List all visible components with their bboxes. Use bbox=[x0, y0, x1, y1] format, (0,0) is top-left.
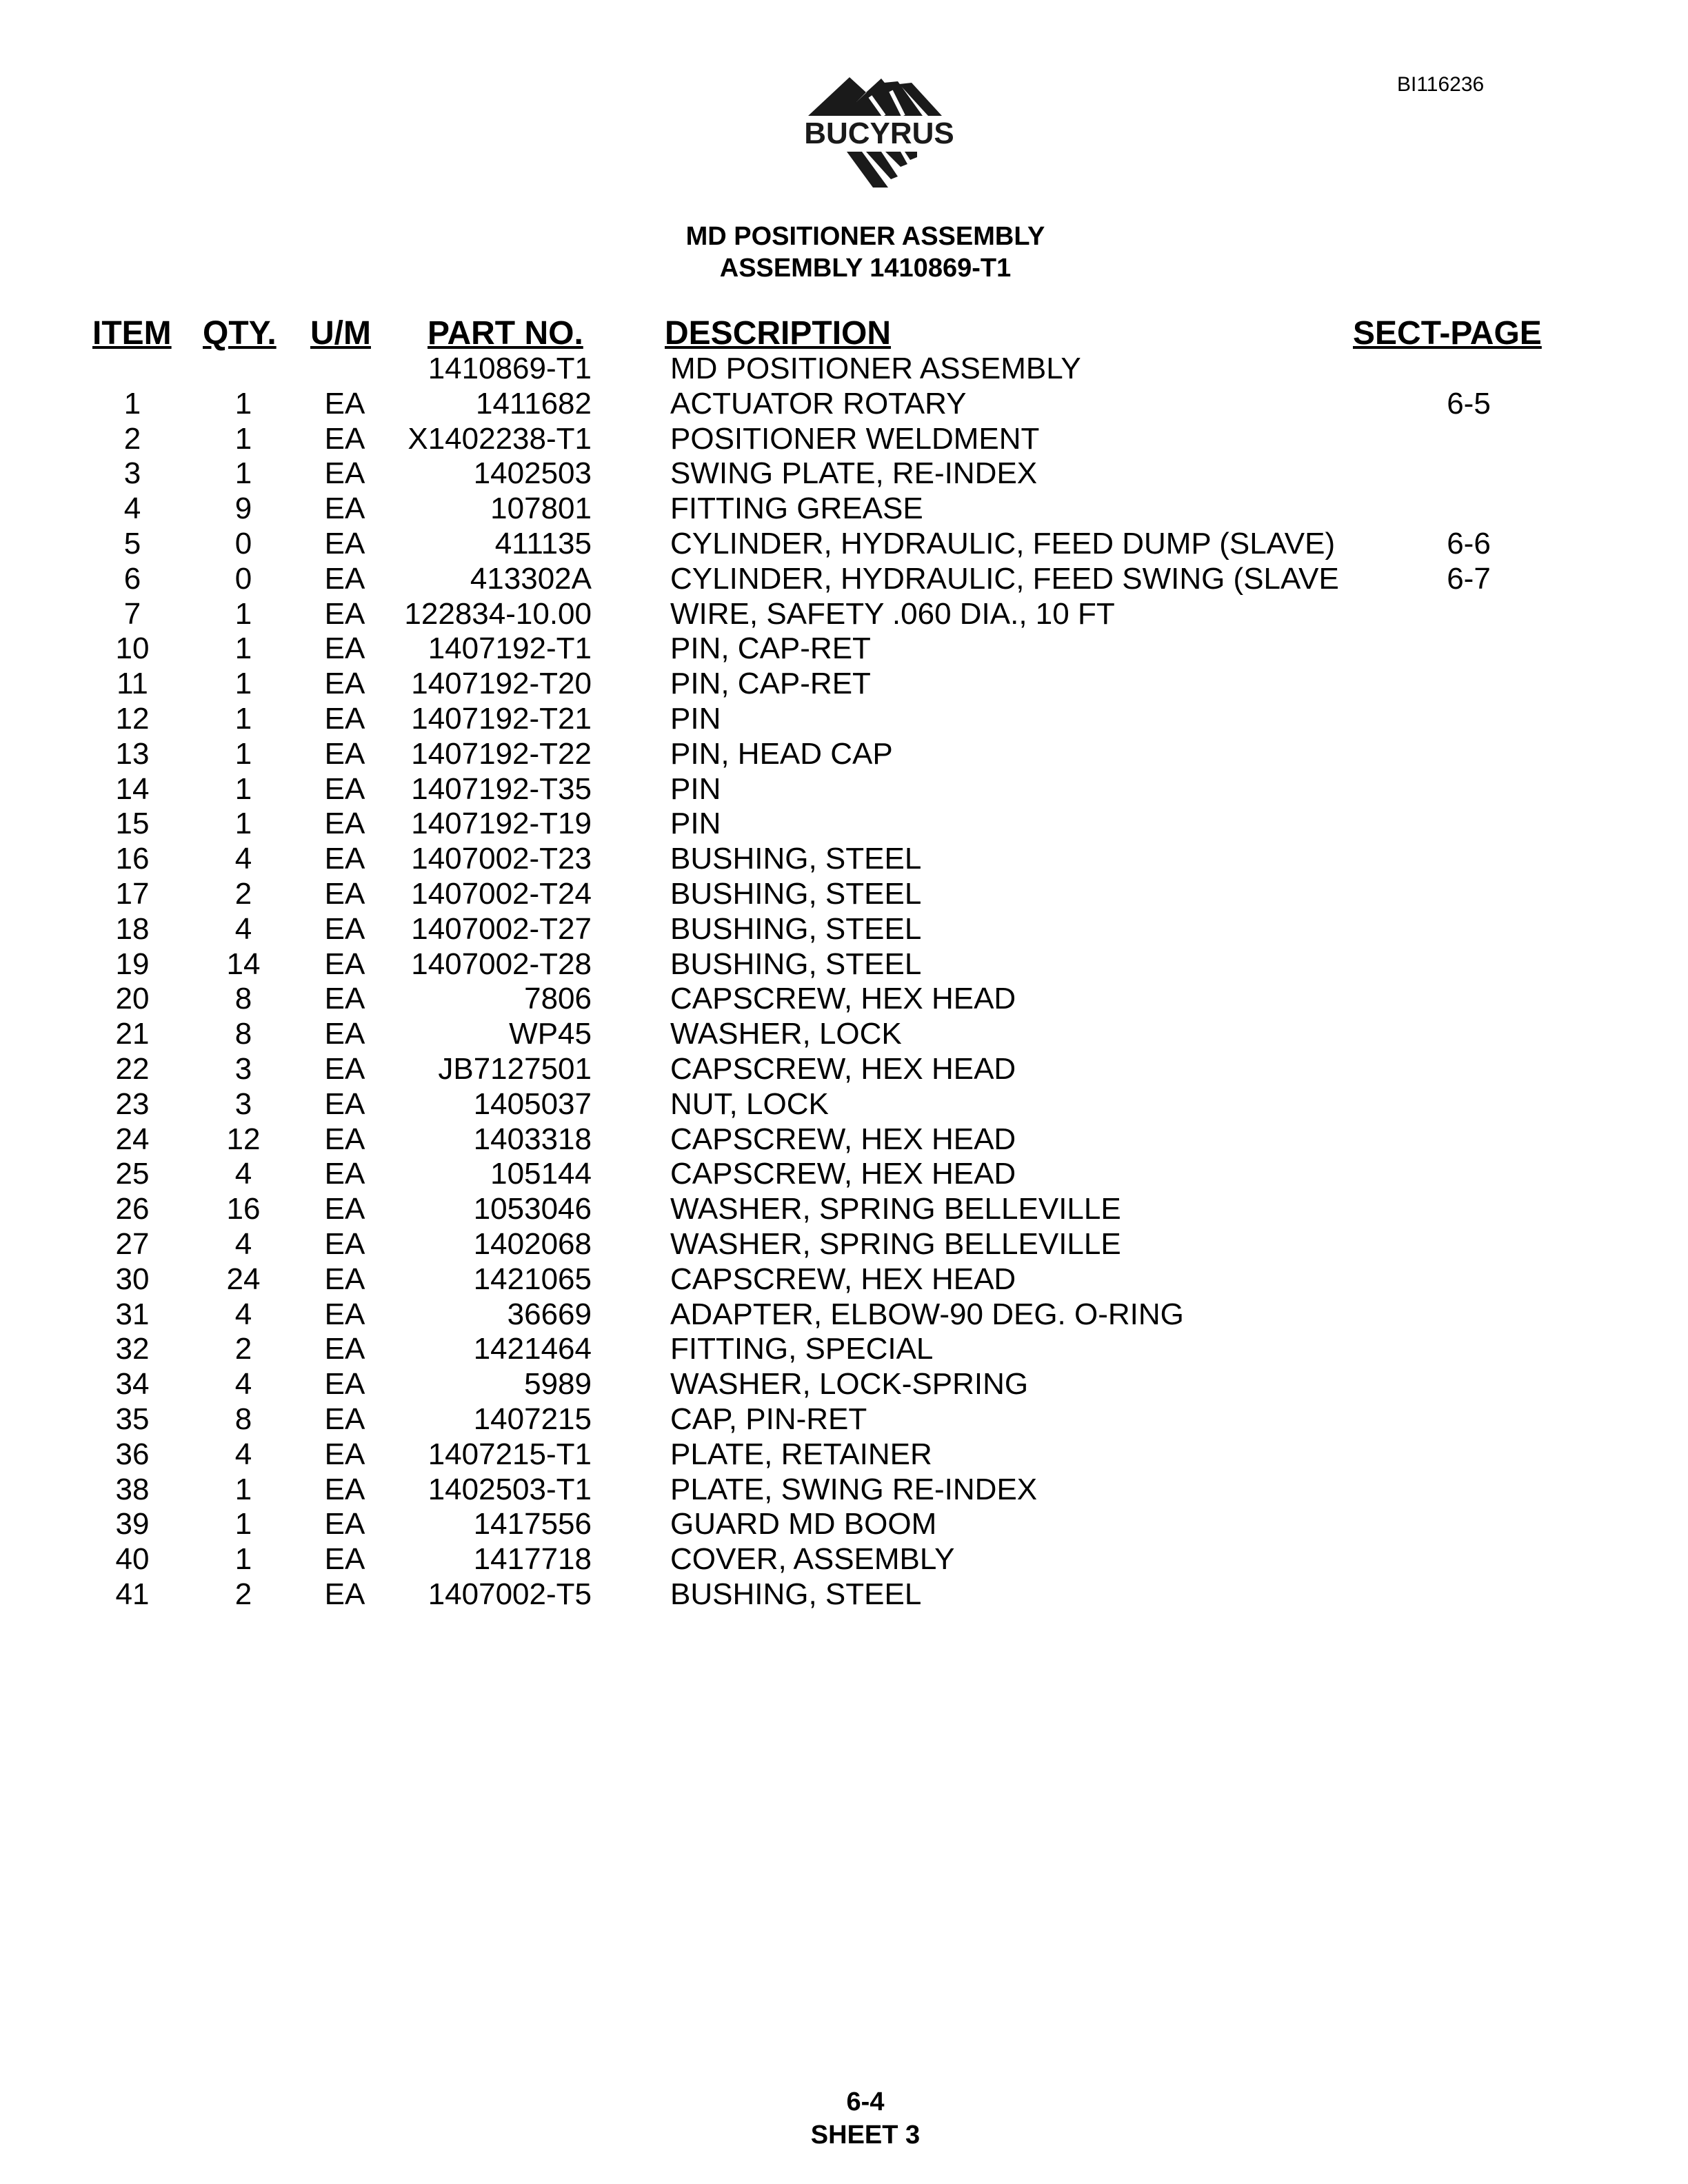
um-cell: EA bbox=[324, 1086, 365, 1121]
table-row bbox=[0, 597, 1688, 632]
part-no-cell: 1411682 bbox=[475, 386, 592, 421]
table-row bbox=[0, 1577, 1688, 1612]
part-no-cell: 1402503-T1 bbox=[428, 1472, 592, 1506]
item-cell: 7 bbox=[123, 596, 141, 631]
table-row bbox=[0, 1542, 1688, 1577]
description-cell: BUSHING, STEEL bbox=[670, 947, 922, 981]
table-row bbox=[0, 562, 1688, 597]
part-no-cell: 107801 bbox=[490, 492, 592, 526]
um-cell: EA bbox=[324, 1226, 365, 1261]
description-cell: CAPSCREW, HEX HEAD bbox=[670, 1262, 1016, 1296]
part-no-cell: 1407215 bbox=[473, 1402, 592, 1436]
part-no-cell: 1421065 bbox=[473, 1262, 592, 1296]
header-part-no: PART NO. bbox=[428, 315, 583, 352]
item-cell: 23 bbox=[115, 1086, 150, 1121]
item-cell: 14 bbox=[115, 771, 150, 806]
description-cell: MD POSITIONER ASSEMBLY bbox=[670, 352, 1081, 385]
um-cell: EA bbox=[324, 1402, 365, 1436]
part-no-cell: 1407192-T20 bbox=[411, 667, 592, 701]
part-no-cell: 1417556 bbox=[473, 1507, 592, 1541]
part-no-cell: 1407002-T23 bbox=[411, 842, 592, 876]
table-row bbox=[0, 1017, 1688, 1052]
qty-cell: 4 bbox=[234, 1367, 252, 1402]
item-cell: 6 bbox=[123, 561, 141, 596]
item-cell: 22 bbox=[115, 1051, 150, 1086]
description-cell: NUT, LOCK bbox=[670, 1086, 829, 1121]
header-qty: QTY. bbox=[203, 315, 277, 352]
um-cell: EA bbox=[324, 1542, 365, 1577]
table-row bbox=[0, 631, 1688, 667]
bucyrus-logo-icon bbox=[781, 76, 978, 193]
qty-cell: 12 bbox=[226, 1122, 261, 1156]
item-cell: 16 bbox=[115, 842, 150, 876]
um-cell: EA bbox=[324, 1017, 365, 1051]
description-cell: CYLINDER, HYDRAULIC, FEED SWING (SLAVE bbox=[670, 561, 1339, 596]
item-cell: 40 bbox=[115, 1542, 150, 1577]
qty-cell: 1 bbox=[234, 736, 252, 771]
part-no-cell: 1407192-T21 bbox=[411, 701, 592, 736]
qty-cell: 2 bbox=[234, 876, 252, 911]
um-cell: EA bbox=[324, 876, 365, 911]
description-cell: BUSHING, STEEL bbox=[670, 1577, 922, 1611]
um-cell: EA bbox=[324, 526, 365, 560]
item-cell: 12 bbox=[115, 701, 150, 736]
table-row bbox=[0, 667, 1688, 702]
description-cell: FITTING GREASE bbox=[670, 492, 923, 526]
description-cell: BUSHING, STEEL bbox=[670, 842, 922, 876]
qty-cell: 1 bbox=[234, 807, 252, 841]
um-cell: EA bbox=[324, 667, 365, 701]
description-cell: CAPSCREW, HEX HEAD bbox=[670, 1157, 1016, 1191]
item-cell: 39 bbox=[115, 1507, 150, 1541]
qty-cell: 8 bbox=[234, 982, 252, 1016]
table-row bbox=[0, 807, 1688, 842]
um-cell: EA bbox=[324, 386, 365, 421]
sect-page-cell: 6-5 bbox=[1447, 386, 1491, 421]
item-cell: 15 bbox=[115, 807, 150, 841]
qty-cell: 4 bbox=[234, 1297, 252, 1331]
table-row bbox=[0, 387, 1688, 422]
qty-cell: 4 bbox=[234, 911, 252, 946]
part-no-cell: 1407002-T5 bbox=[428, 1577, 592, 1611]
description-cell: GUARD MD BOOM bbox=[670, 1507, 937, 1541]
part-no-cell: 1407192-T1 bbox=[428, 631, 592, 666]
description-cell: WIRE, SAFETY .060 DIA., 10 FT bbox=[670, 596, 1115, 631]
item-cell: 19 bbox=[115, 947, 150, 981]
part-no-cell: 413302A bbox=[470, 561, 592, 596]
description-cell: CYLINDER, HYDRAULIC, FEED DUMP (SLAVE) bbox=[670, 526, 1336, 560]
um-cell: EA bbox=[324, 631, 365, 666]
um-cell: EA bbox=[324, 947, 365, 981]
description-cell: WASHER, LOCK bbox=[670, 1017, 902, 1051]
um-cell: EA bbox=[324, 1192, 365, 1226]
qty-cell: 1 bbox=[234, 421, 252, 456]
assembly-number: ASSEMBLY 1410869-T1 bbox=[719, 254, 1012, 283]
part-no-cell: 1403318 bbox=[473, 1122, 592, 1156]
qty-cell: 1 bbox=[234, 1542, 252, 1577]
table-row bbox=[0, 912, 1688, 947]
part-no-cell: 5989 bbox=[524, 1367, 592, 1402]
um-cell: EA bbox=[324, 911, 365, 946]
header-sect-page: SECT-PAGE bbox=[1353, 315, 1542, 352]
sect-page-cell: 6-7 bbox=[1447, 561, 1491, 596]
part-no-cell: 122834-10.00 bbox=[404, 596, 592, 631]
table-row bbox=[0, 1192, 1688, 1227]
description-cell: CAPSCREW, HEX HEAD bbox=[670, 1122, 1016, 1156]
parts-table bbox=[0, 352, 1688, 1612]
table-row bbox=[0, 456, 1688, 492]
table-row bbox=[0, 982, 1688, 1017]
table-row bbox=[0, 527, 1688, 562]
item-cell: 21 bbox=[115, 1017, 150, 1051]
qty-cell: 4 bbox=[234, 1437, 252, 1471]
um-cell: EA bbox=[324, 807, 365, 841]
qty-cell: 1 bbox=[234, 596, 252, 631]
item-cell: 26 bbox=[115, 1192, 150, 1226]
item-cell: 17 bbox=[115, 876, 150, 911]
description-cell: CAPSCREW, HEX HEAD bbox=[670, 1051, 1016, 1086]
qty-cell: 1 bbox=[234, 1507, 252, 1541]
description-cell: PIN bbox=[670, 771, 721, 806]
qty-cell: 24 bbox=[226, 1262, 261, 1296]
description-cell: FITTING, SPECIAL bbox=[670, 1332, 934, 1366]
part-no-cell: 1417718 bbox=[473, 1542, 592, 1577]
description-cell: PIN bbox=[670, 701, 721, 736]
item-cell: 4 bbox=[123, 492, 141, 526]
um-cell: EA bbox=[324, 736, 365, 771]
qty-cell: 0 bbox=[234, 526, 252, 560]
part-no-cell: 1407002-T28 bbox=[411, 947, 592, 981]
um-cell: EA bbox=[324, 1051, 365, 1086]
part-no-cell: 1407002-T27 bbox=[411, 911, 592, 946]
um-cell: EA bbox=[324, 596, 365, 631]
table-row bbox=[0, 1297, 1688, 1333]
part-no-cell: 1407215-T1 bbox=[428, 1437, 592, 1471]
description-cell: COVER, ASSEMBLY bbox=[670, 1542, 955, 1577]
part-no-cell: 1405037 bbox=[473, 1086, 592, 1121]
item-cell: 31 bbox=[115, 1297, 150, 1331]
qty-cell: 8 bbox=[234, 1017, 252, 1051]
um-cell: EA bbox=[324, 1122, 365, 1156]
description-cell: WASHER, SPRING BELLEVILLE bbox=[670, 1192, 1121, 1226]
part-no-cell: 1407192-T19 bbox=[411, 807, 592, 841]
qty-cell: 1 bbox=[234, 771, 252, 806]
page-number: 6-4 bbox=[846, 2087, 885, 2116]
description-cell: CAP, PIN-RET bbox=[670, 1402, 867, 1436]
description-cell: PIN bbox=[670, 807, 721, 841]
description-cell: WASHER, LOCK-SPRING bbox=[670, 1367, 1029, 1402]
part-no-cell: X1402238-T1 bbox=[408, 421, 592, 456]
table-row bbox=[0, 842, 1688, 877]
sheet-number: SHEET 3 bbox=[810, 2121, 921, 2150]
um-cell: EA bbox=[324, 842, 365, 876]
item-cell: 30 bbox=[115, 1262, 150, 1296]
um-cell: EA bbox=[324, 561, 365, 596]
um-cell: EA bbox=[324, 1332, 365, 1366]
um-cell: EA bbox=[324, 701, 365, 736]
qty-cell: 4 bbox=[234, 842, 252, 876]
table-row bbox=[0, 1507, 1688, 1542]
item-cell: 41 bbox=[115, 1577, 150, 1611]
qty-cell: 4 bbox=[234, 1157, 252, 1191]
part-no-cell: 36669 bbox=[507, 1297, 592, 1331]
table-row bbox=[0, 352, 1688, 387]
item-cell: 32 bbox=[115, 1332, 150, 1366]
description-cell: PIN, CAP-RET bbox=[670, 667, 871, 701]
qty-cell: 1 bbox=[234, 667, 252, 701]
qty-cell: 8 bbox=[234, 1402, 252, 1436]
part-no-cell: 1053046 bbox=[473, 1192, 592, 1226]
part-no-cell: JB7127501 bbox=[438, 1051, 592, 1086]
um-cell: EA bbox=[324, 492, 365, 526]
qty-cell: 14 bbox=[226, 947, 261, 981]
table-row bbox=[0, 737, 1688, 772]
um-cell: EA bbox=[324, 982, 365, 1016]
table-row bbox=[0, 1122, 1688, 1157]
table-row bbox=[0, 1262, 1688, 1297]
description-cell: ADAPTER, ELBOW-90 DEG. O-RING bbox=[670, 1297, 1184, 1331]
description-cell: PIN, CAP-RET bbox=[670, 631, 871, 666]
part-no-cell: 1407192-T22 bbox=[411, 736, 592, 771]
item-cell: 18 bbox=[115, 911, 150, 946]
description-cell: CAPSCREW, HEX HEAD bbox=[670, 982, 1016, 1016]
table-row bbox=[0, 1332, 1688, 1367]
qty-cell: 9 bbox=[234, 492, 252, 526]
qty-cell: 1 bbox=[234, 456, 252, 491]
um-cell: EA bbox=[324, 1437, 365, 1471]
item-cell: 3 bbox=[123, 456, 141, 491]
um-cell: EA bbox=[324, 1507, 365, 1541]
description-cell: POSITIONER WELDMENT bbox=[670, 421, 1040, 456]
um-cell: EA bbox=[324, 1472, 365, 1506]
item-cell: 1 bbox=[123, 386, 141, 421]
um-cell: EA bbox=[324, 456, 365, 491]
um-cell: EA bbox=[324, 771, 365, 806]
part-no-cell: 411135 bbox=[494, 526, 592, 560]
qty-cell: 1 bbox=[234, 631, 252, 666]
um-cell: EA bbox=[324, 1262, 365, 1296]
item-cell: 13 bbox=[115, 736, 150, 771]
table-row bbox=[0, 877, 1688, 912]
document-title: MD POSITIONER ASSEMBLY bbox=[685, 222, 1045, 251]
part-no-cell: 1407192-T35 bbox=[411, 771, 592, 806]
header-description: DESCRIPTION bbox=[665, 315, 892, 352]
part-no-cell: 1410869-T1 bbox=[428, 352, 592, 385]
item-cell: 35 bbox=[115, 1402, 150, 1436]
table-row bbox=[0, 1402, 1688, 1437]
item-cell: 11 bbox=[117, 667, 148, 701]
item-cell: 25 bbox=[115, 1157, 150, 1191]
qty-cell: 1 bbox=[234, 701, 252, 736]
part-no-cell: 1402503 bbox=[473, 456, 592, 491]
qty-cell: 2 bbox=[234, 1332, 252, 1366]
document-id: BI116236 bbox=[1397, 73, 1485, 96]
table-row bbox=[0, 1052, 1688, 1087]
qty-cell: 1 bbox=[234, 1472, 252, 1506]
um-cell: EA bbox=[324, 1157, 365, 1191]
table-row bbox=[0, 1157, 1688, 1192]
qty-cell: 16 bbox=[226, 1192, 261, 1226]
item-cell: 20 bbox=[115, 982, 150, 1016]
table-row bbox=[0, 702, 1688, 737]
table-row bbox=[0, 1437, 1688, 1473]
qty-cell: 4 bbox=[234, 1226, 252, 1261]
qty-cell: 3 bbox=[234, 1051, 252, 1086]
item-cell: 5 bbox=[123, 526, 141, 560]
sect-page-cell: 6-6 bbox=[1447, 526, 1491, 560]
header-um: U/M bbox=[310, 315, 371, 352]
item-cell: 10 bbox=[115, 631, 150, 666]
table-row bbox=[0, 1473, 1688, 1508]
part-no-cell: 7806 bbox=[524, 982, 592, 1016]
table-row bbox=[0, 1087, 1688, 1122]
qty-cell: 0 bbox=[234, 561, 252, 596]
table-row bbox=[0, 947, 1688, 982]
item-cell: 2 bbox=[123, 421, 141, 456]
part-no-cell: 1402068 bbox=[473, 1226, 592, 1261]
table-row bbox=[0, 492, 1688, 527]
description-cell: BUSHING, STEEL bbox=[670, 876, 922, 911]
description-cell: SWING PLATE, RE-INDEX bbox=[670, 456, 1038, 491]
item-cell: 27 bbox=[115, 1226, 150, 1261]
description-cell: PIN, HEAD CAP bbox=[670, 736, 893, 771]
qty-cell: 1 bbox=[234, 386, 252, 421]
description-cell: PLATE, RETAINER bbox=[670, 1437, 932, 1471]
um-cell: EA bbox=[324, 1297, 365, 1331]
table-row bbox=[0, 1367, 1688, 1402]
part-no-cell: 1421464 bbox=[473, 1332, 592, 1366]
qty-cell: 2 bbox=[234, 1577, 252, 1611]
part-no-cell: 1407002-T24 bbox=[411, 876, 592, 911]
item-cell: 36 bbox=[115, 1437, 150, 1471]
um-cell: EA bbox=[324, 421, 365, 456]
qty-cell: 3 bbox=[234, 1086, 252, 1121]
logo-brand-text: BUCYRUS bbox=[804, 117, 954, 150]
description-cell: WASHER, SPRING BELLEVILLE bbox=[670, 1226, 1121, 1261]
table-row bbox=[0, 1227, 1688, 1262]
header-item: ITEM bbox=[92, 315, 172, 352]
part-no-cell: 105144 bbox=[490, 1157, 592, 1191]
description-cell: BUSHING, STEEL bbox=[670, 911, 922, 946]
item-cell: 24 bbox=[115, 1122, 150, 1156]
table-row bbox=[0, 772, 1688, 807]
table-row bbox=[0, 422, 1688, 457]
item-cell: 34 bbox=[115, 1367, 150, 1402]
um-cell: EA bbox=[324, 1577, 365, 1611]
part-no-cell: WP45 bbox=[509, 1017, 592, 1051]
description-cell: ACTUATOR ROTARY bbox=[670, 386, 967, 421]
description-cell: PLATE, SWING RE-INDEX bbox=[670, 1472, 1038, 1506]
um-cell: EA bbox=[324, 1367, 365, 1402]
item-cell: 38 bbox=[115, 1472, 150, 1506]
